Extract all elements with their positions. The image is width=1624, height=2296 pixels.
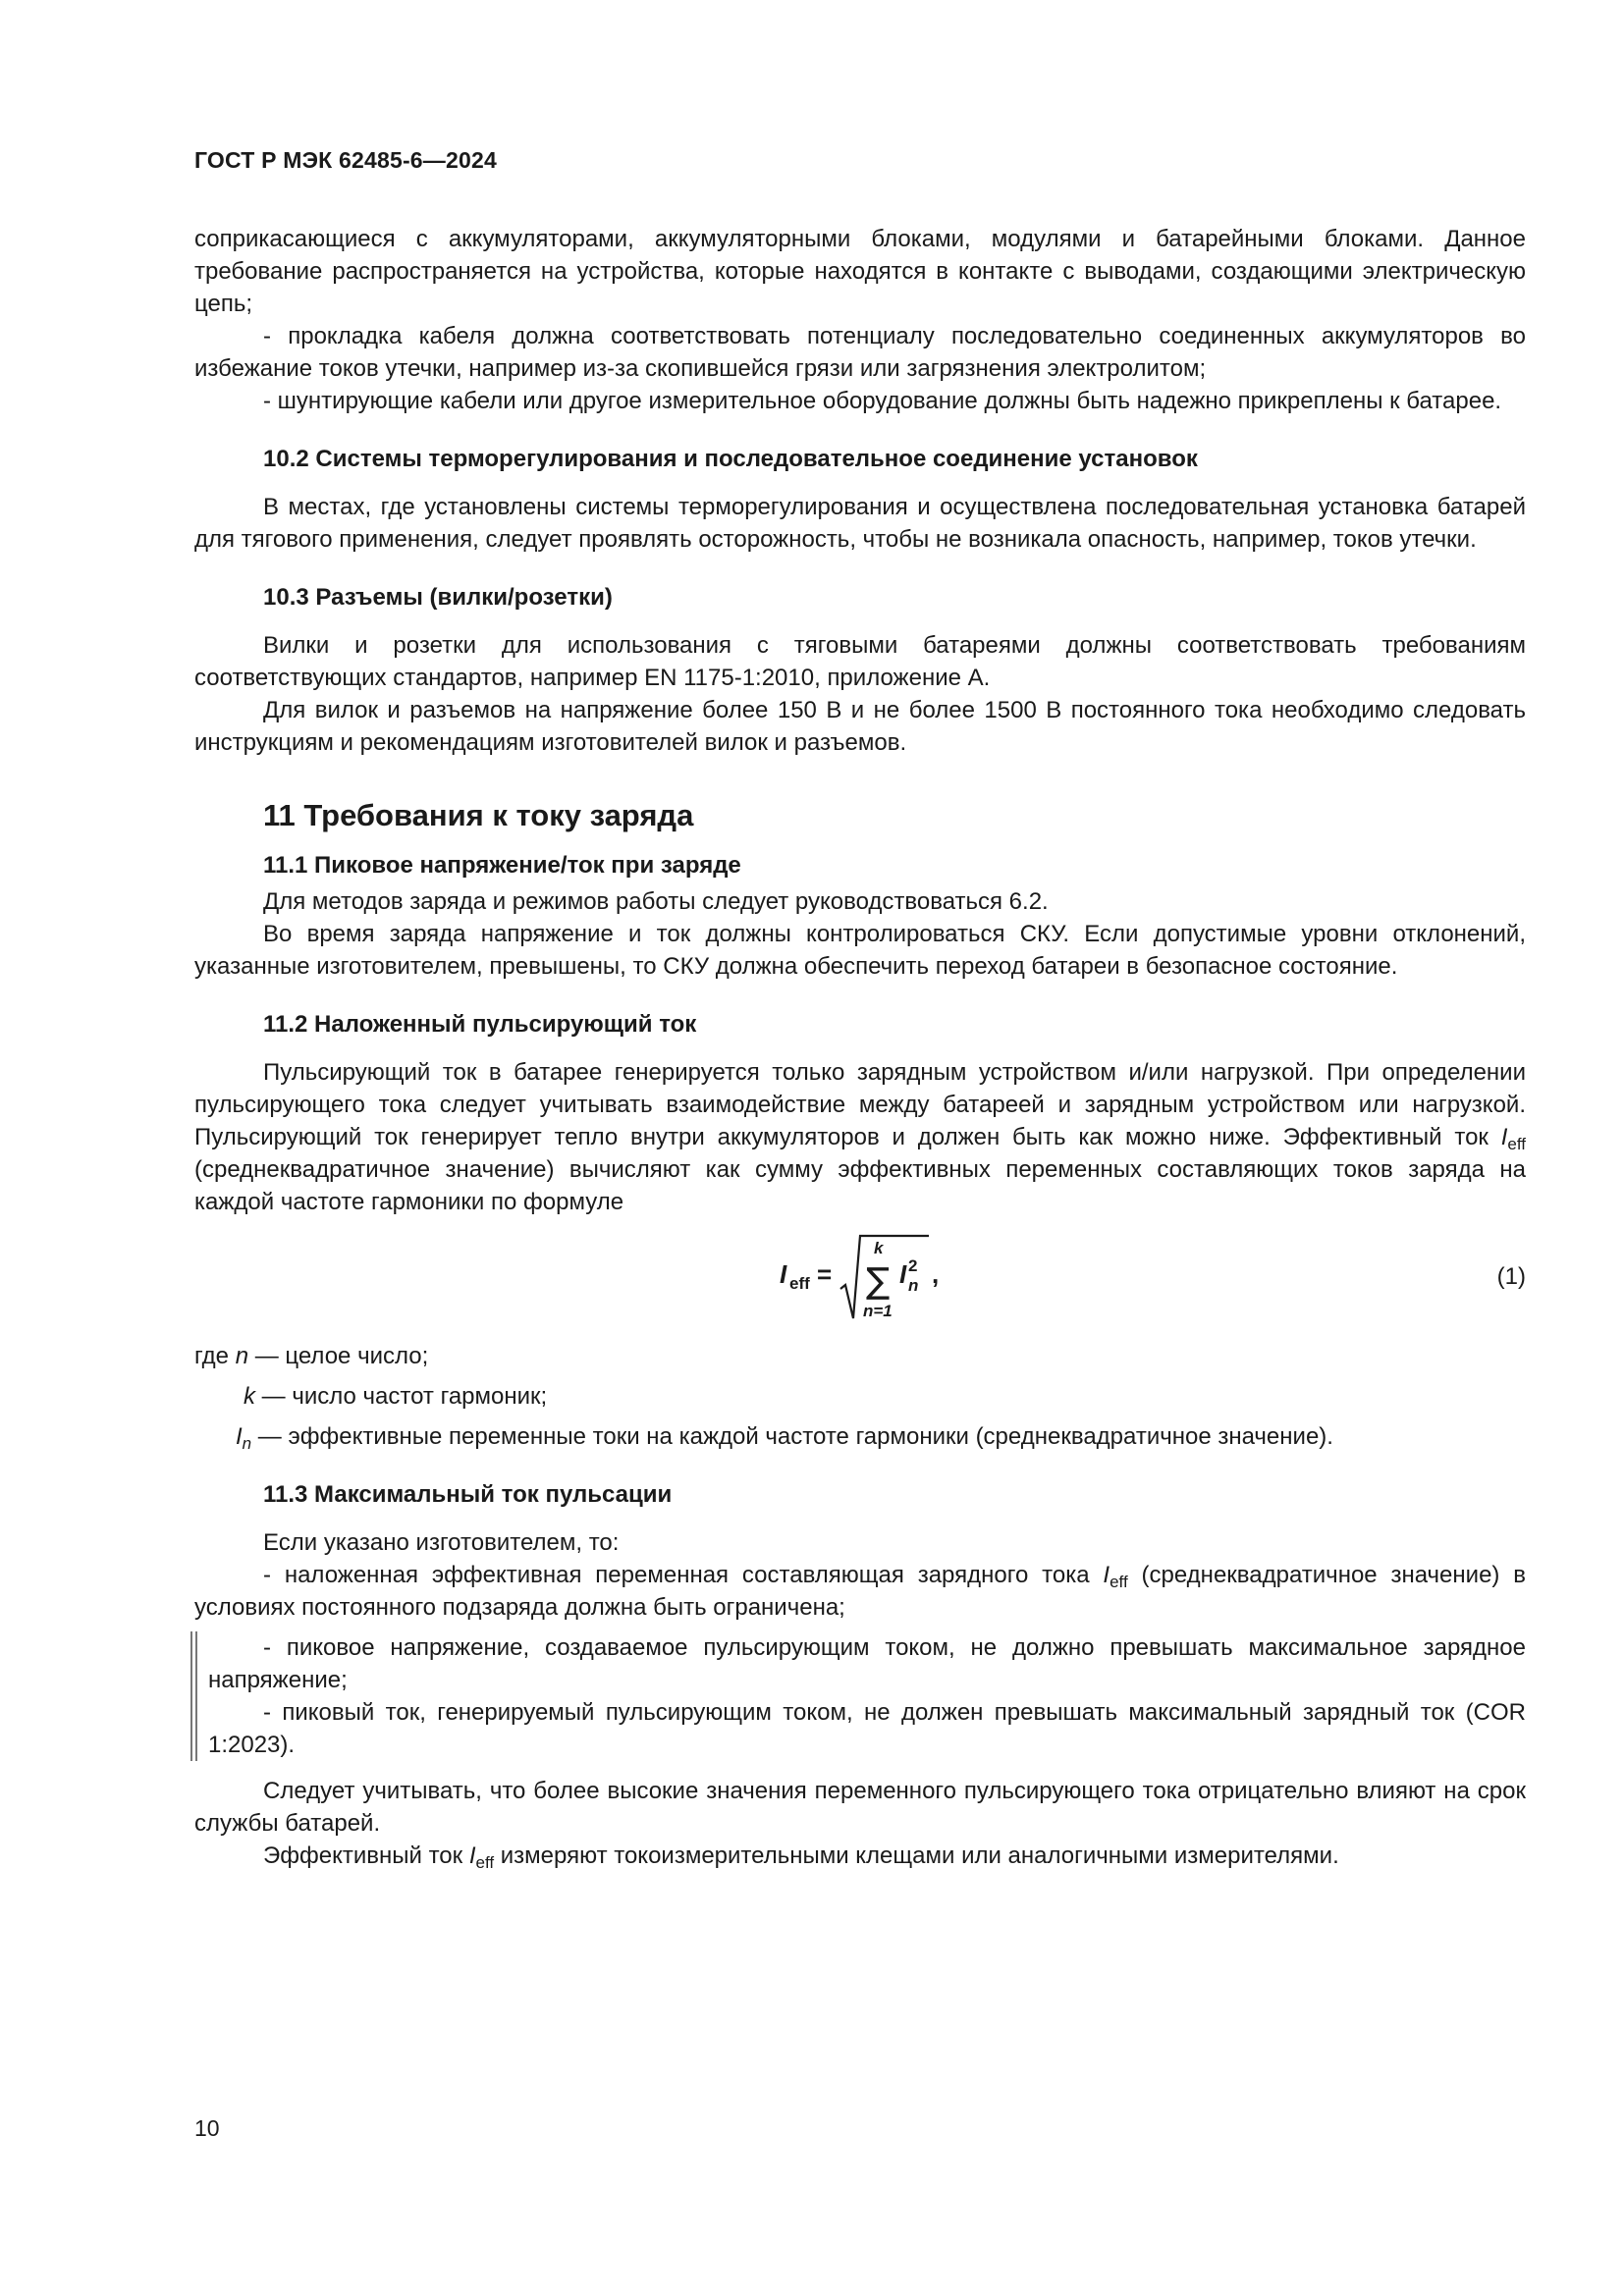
page-number: 10 — [194, 2115, 220, 2141]
sum-sign: ∑ — [866, 1261, 891, 1302]
paragraph: Эффективный ток $I_{eff}$ измеряют токоизмерительными клещами или аналогичными измерителями. — [263, 1842, 1339, 1872]
formula-legend-in: $I_n$ — эффективные переменные токи на каждой частоте гармоники (среднеквадратичное значение). — [236, 1423, 1333, 1453]
list-item: - пиковое напряжение, создаваемое пульсирующим током, не должно превышать максимальное зарядное напряжение; — [208, 1634, 1526, 1693]
formula-term-symbol: I — [899, 1259, 907, 1289]
paragraph: Пульсирующий ток в батарее генерируется только зарядным устройством и/или нагрузкой. При определении пульсирующего тока следует учитывать взаимодействие между батареей и зарядным устройством или нагрузкой. Пульсирующий ток генерирует тепло внутри аккумуляторов и должен быть как можно ниже. Эффективный ток $I_{eff}$ (среднеквадратичное значение) вычисляют как сумму эффективных переменных составляющих токов заряда на каждой частоте гармоники по формуле — [194, 1059, 1526, 1215]
formula-legend-k: k — число частот гармоник; — [244, 1383, 548, 1410]
section-heading-11-1: 11.1 Пиковое напряжение/ток при заряде — [263, 852, 741, 879]
paragraph: Во время заряда напряжение и ток должны контролироваться СКУ. Если допустимые уровни отклонений, указанные изготовителем, превышены, то СКУ должна обеспечить переход батареи в безопасное состояние. — [194, 921, 1526, 980]
paragraph: Если указано изготовителем, то: — [263, 1529, 620, 1556]
section-heading-10-2: 10.2 Системы терморегулирования и последовательное соединение установок — [263, 446, 1198, 472]
document-page — [194, 147, 1526, 1872]
paragraph: Для методов заряда и режимов работы следует руководствоваться 6.2. — [263, 888, 1049, 915]
list-item: - прокладка кабеля должна соответствовать потенциалу последовательно соединенных аккумуляторов во избежание токов утечки, например из-за скопившейся грязи или загрязнения электролитом; — [194, 323, 1526, 382]
formula-1 — [194, 1228, 1526, 1326]
section-heading-11-3: 11.3 Максимальный ток пульсации — [263, 1481, 673, 1508]
chapter-heading-11: 11 Требования к току заряда — [263, 798, 694, 832]
document-header: ГОСТ Р МЭК 62485-6—2024 — [194, 147, 497, 173]
sum-upper-limit: k — [874, 1239, 884, 1257]
formula-lhs-subscript: eff — [789, 1274, 810, 1293]
section-heading-11-2: 11.2 Наложенный пульсирующий ток — [263, 1011, 697, 1038]
rms-formula — [780, 1228, 956, 1326]
paragraph: В местах, где установлены системы терморегулирования и осуществлена последовательная установка батарей для тягового применения, следует проявлять осторожность, чтобы не возникала опасность, например, токов утечки. — [194, 494, 1526, 553]
formula-comma: , — [932, 1259, 940, 1289]
section-heading-10-3: 10.3 Разъемы (вилки/розетки) — [263, 584, 613, 611]
amended-block — [194, 1631, 1526, 1761]
paragraph: Следует учитывать, что более высокие значения переменного пульсирующего тока отрицательно влияют на срок службы батарей. — [194, 1778, 1526, 1837]
paragraph: соприкасающиеся с аккумуляторами, аккумуляторными блоками, модулями и батарейными блоками. Данное требование распространяется на устройства, которые находятся в контакте с выводами, создающими электрическую цепь; — [194, 226, 1526, 317]
formula-term-superscript: 2 — [908, 1256, 918, 1275]
equation-number: (1) — [1496, 1263, 1526, 1290]
formula-term-subscript: n — [908, 1276, 919, 1295]
sum-lower-limit: n=1 — [863, 1302, 893, 1320]
list-item: - пиковый ток, генерируемый пульсирующим током, не должен превышать максимальный зарядный ток (COR 1:2023). — [208, 1699, 1526, 1758]
paragraph: Вилки и розетки для использования с тяговыми батареями должны соответствовать требованиям соответствующих стандартов, например EN 1175-1:2010, приложение А. — [194, 632, 1526, 691]
list-item: - шунтирующие кабели или другое измерительное оборудование должны быть надежно прикреплены к батарее. — [263, 388, 1502, 414]
formula-equals: = — [817, 1259, 833, 1289]
paragraph: Для вилок и разъемов на напряжение более 150 В и не более 1500 В постоянного тока необходимо следовать инструкциям и рекомендациям изготовителей вилок и разъемов. — [194, 697, 1526, 756]
list-item: - наложенная эффективная переменная составляющая зарядного тока $I_{eff}$ (среднеквадратичное значение) в условиях постоянного подзаряда должна быть ограничена; — [194, 1562, 1526, 1621]
formula-lhs-symbol: I — [780, 1259, 787, 1289]
formula-legend-n: где n — целое число; — [194, 1343, 429, 1369]
